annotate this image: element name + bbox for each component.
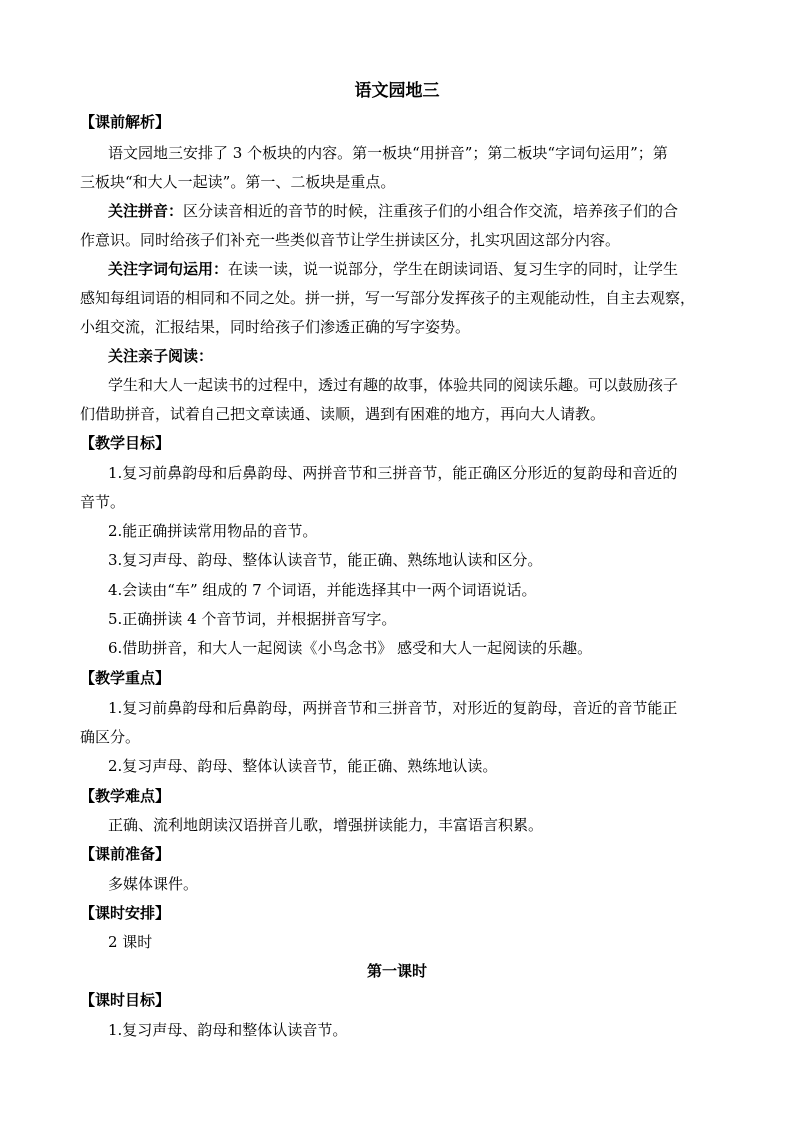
goal-5: 5.正确拼读 4 个音节词，并根据拼音写字。 [108, 610, 397, 628]
analysis-paragraph-4-line-2: 们借助拼音，试着自己把文章读通、读顺，遇到有困难的地方，再向大人请教。 [80, 405, 606, 423]
analysis-paragraph-4-lead: 关注亲子阅读： [108, 347, 214, 365]
key-point-1-line-1: 1.复习前鼻韵母和后鼻韵母，两拼音节和三拼音节，对形近的复韵母，音近的音节能正 [108, 699, 678, 717]
heading-difficulties: 【教学难点】 [80, 787, 171, 805]
key-point-2: 2.复习声母、韵母、整体认读音节，能正确、熟练地认读。 [108, 757, 498, 775]
heading-key-points: 【教学重点】 [80, 669, 171, 687]
analysis-paragraph-3-line-3: 小组交流，汇报结果，同时给孩子们渗透正确的写字姿势。 [80, 318, 471, 336]
heading-preparation: 【课前准备】 [80, 845, 171, 863]
schedule-text: 2 课时 [108, 933, 153, 951]
analysis-paragraph-2-line-2: 作意识。同时给孩子们补充一些类似音节让学生拼读区分，扎实巩固这部分内容。 [80, 231, 621, 249]
analysis-paragraph-3-line-1 [108, 259, 794, 279]
analysis-paragraph-2-line-1 [108, 201, 794, 221]
document-title: 语文园地三 [354, 81, 440, 101]
analysis-paragraph-4-line-1: 学生和大人一起读书的过程中，透过有趣的故事，体验共同的阅读乐趣。可以鼓励孩子 [108, 376, 679, 394]
paragraph-lead-pinyin: 关注拼音： [108, 202, 184, 220]
heading-lesson-goals: 【课时目标】 [80, 991, 171, 1009]
goal-6: 6.借助拼音，和大人一起阅读《小鸟念书》 感受和大人一起阅读的乐趣。 [108, 639, 593, 657]
difficulty-1: 正确、流利地朗读汉语拼音儿歌，增强拼读能力，丰富语言积累。 [108, 816, 544, 834]
lesson-1-title: 第一课时 [366, 962, 427, 980]
paragraph-lead-words: 关注字词句运用： [108, 260, 229, 278]
goal-4: 4.会读由“车” 组成的 7 个词语，并能选择其中一两个词语说话。 [108, 581, 537, 599]
key-point-1-line-2: 确区分。 [80, 728, 141, 746]
heading-analysis: 【课前解析】 [80, 113, 171, 131]
analysis-paragraph-1-line-2: 三板块“和大人一起读”。第一、二板块是重点。 [80, 173, 396, 191]
heading-goals: 【教学目标】 [80, 434, 171, 452]
preparation-text: 多媒体课件。 [108, 875, 199, 893]
paragraph-text: 区分读音相近的音节的时候，注重孩子们的小组合作交流，培养孩子们的合 [183, 202, 679, 220]
goal-1-line-2: 音节。 [80, 493, 126, 511]
paragraph-text: 在读一读，说一说部分，学生在朗读词语、复习生字的同时，让学生 [228, 260, 679, 278]
lesson-goal-1: 1.复习声母、韵母和整体认读音节。 [108, 1021, 348, 1039]
goal-1-line-1: 1.复习前鼻韵母和后鼻韵母、两拼音节和三拼音节，能正确区分形近的复韵母和音近的 [108, 464, 678, 482]
analysis-paragraph-3-line-2: 感知每组词语的相同和不同之处。拼一拼，写一写部分发挥孩子的主观能动性，自主去观察， [80, 289, 696, 307]
goal-2: 2.能正确拼读常用物品的音节。 [108, 522, 318, 540]
goal-3: 3.复习声母、韵母、整体认读音节，能正确、熟练地认读和区分。 [108, 551, 543, 569]
analysis-paragraph-1-line-1: 语文园地三安排了 3 个板块的内容。第一板块“用拼音”；第二板块“字词句运用”；第 [108, 144, 668, 162]
heading-schedule: 【课时安排】 [80, 904, 171, 922]
